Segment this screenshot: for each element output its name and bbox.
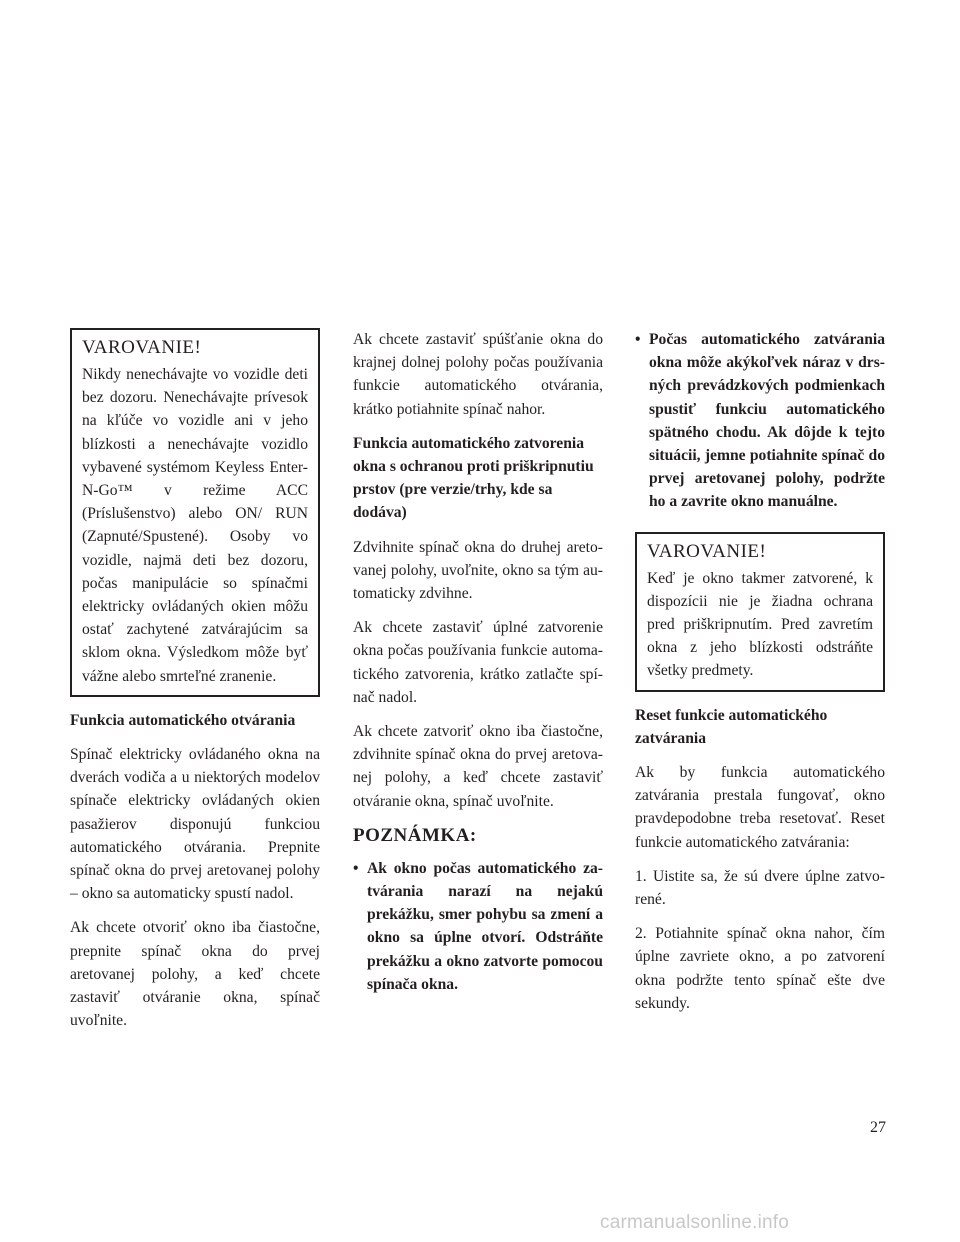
warning-title: VAROVANIE! [647,540,767,562]
paragraph: 1. Uistite sa, že sú dvere úplne zatvorené. [635,867,885,909]
note-title: POZNÁMKA: [353,824,477,846]
paragraph: Ak chcete otvoriť okno iba čiastočne, prepnite spínač okna do prvej aretovanej polohy, a keď chcete zastaviť otváranie okna, spínač uvoľnite. [70,919,320,1030]
note-bullet-text: Ak okno počas automatického zatvárania narazí na nejakú prekážku, smer pohybu sa zmení a okno sa úplne otvorí. Odstráňte prekážku a okno zatvorte pomocou spínača okna. [367,859,603,993]
bullet-dot: • [635,331,641,348]
paragraph: 2. Potiahnite spínač okna nahor, čím úplne zavriete okno, a po zatvorení okna podržte tento spínač ešte dve sekundy. [635,925,885,1012]
bullet-item [635,328,885,514]
bullet-dot: • [353,859,359,877]
paragraph: Ak chcete zastaviť úplné zatvorenie okna počas používania funkcie automatického zatvorenia, krátko zatlačte spínač nadol. [353,619,603,706]
warning-box-pinch [635,532,885,692]
note-bullet-item [353,857,603,996]
right-column [635,328,885,1026]
warning-body: Nikdy nenechávajte vo vozidle deti bez dozoru. Nenechávajte prívesok na kľúče vo vozidle ani v jeho blízkosti a nenechávajte vozidlo vybavené systémom Keyless Enter-N-Go™ v režime ACC (Príslušenstvo) alebo ON/ RUN (Zapnuté/Spustené). Osoby vo vozidle, najmä deti bez dozoru, počas manipulácie so spínačmi elektricky ovládaných okien môžu ostať zachytené zatvárajúcim sa sklom okna. Výsledkom môže byť vážne alebo smrteľné zranenie. [82,366,308,685]
section-heading-auto-down: Funkcia automatického otvárania [70,711,296,729]
middle-column [353,328,603,1014]
section-heading-auto-up: Funkcia automatického zatvorenia okna s ochranou proti priškripnutiu prstov (pre verzie/trhy, kde sa dodáva) [353,434,594,522]
bullet-text: Počas automatického zatvárania okna môže akýkoľvek náraz v drsných prevádzkových podmienkach spustiť funkciu automatického spätného chodu. Ak dôjde k tejto situácii, jemne potiahnite spínač do prvej aretovanej polohy, podržte ho a zavrite okno manuálne. [649,331,885,511]
paragraph: Ak chcete zatvoriť okno iba čiastočne, zdvihnite spínač okna do prvej aretovanej polohy, a keď chcete zastaviť otváranie okna, spínač uvoľnite. [353,723,603,810]
paragraph: Zdvihnite spínač okna do druhej aretovanej polohy, uvoľnite, okno sa tým automaticky zdvihne. [353,538,603,603]
watermark: carmanualsonline.info [600,1212,790,1233]
paragraph: Spínač elektricky ovládaného okna na dverách vodiča a u niektorých modelov spínače elektricky ovládaných okien pasažierov disponujú funkciou automatického otvárania. Prepnite spínač okna do prvej aretovanej polohy – okno sa automaticky spustí nadol. [70,746,320,903]
warning-body: Keď je okno takmer zatvorené, k dispozícii nie je žiadna ochrana pred priškripnutím. Pred zavretím okna z jeho blízkosti odstráňte všetky predmety. [647,569,873,680]
page-number: 27 [870,1119,886,1136]
paragraph: Ak by funkcia automatického zatvárania prestala fungovať, okno pravdepodobne treba resetovať. Reset funkcie automatického zatvárania: [635,764,885,851]
section-heading-reset: Reset funkcie automatického zatvárania [635,706,828,747]
warning-box-child-safety [70,328,320,697]
paragraph: Ak chcete zastaviť spúšťanie okna do krajnej dolnej polohy počas používania funkcie automatického otvárania, krátko potiahnite spínač nahor. [353,331,603,418]
warning-title: VAROVANIE! [82,337,202,358]
left-column [70,328,320,1043]
